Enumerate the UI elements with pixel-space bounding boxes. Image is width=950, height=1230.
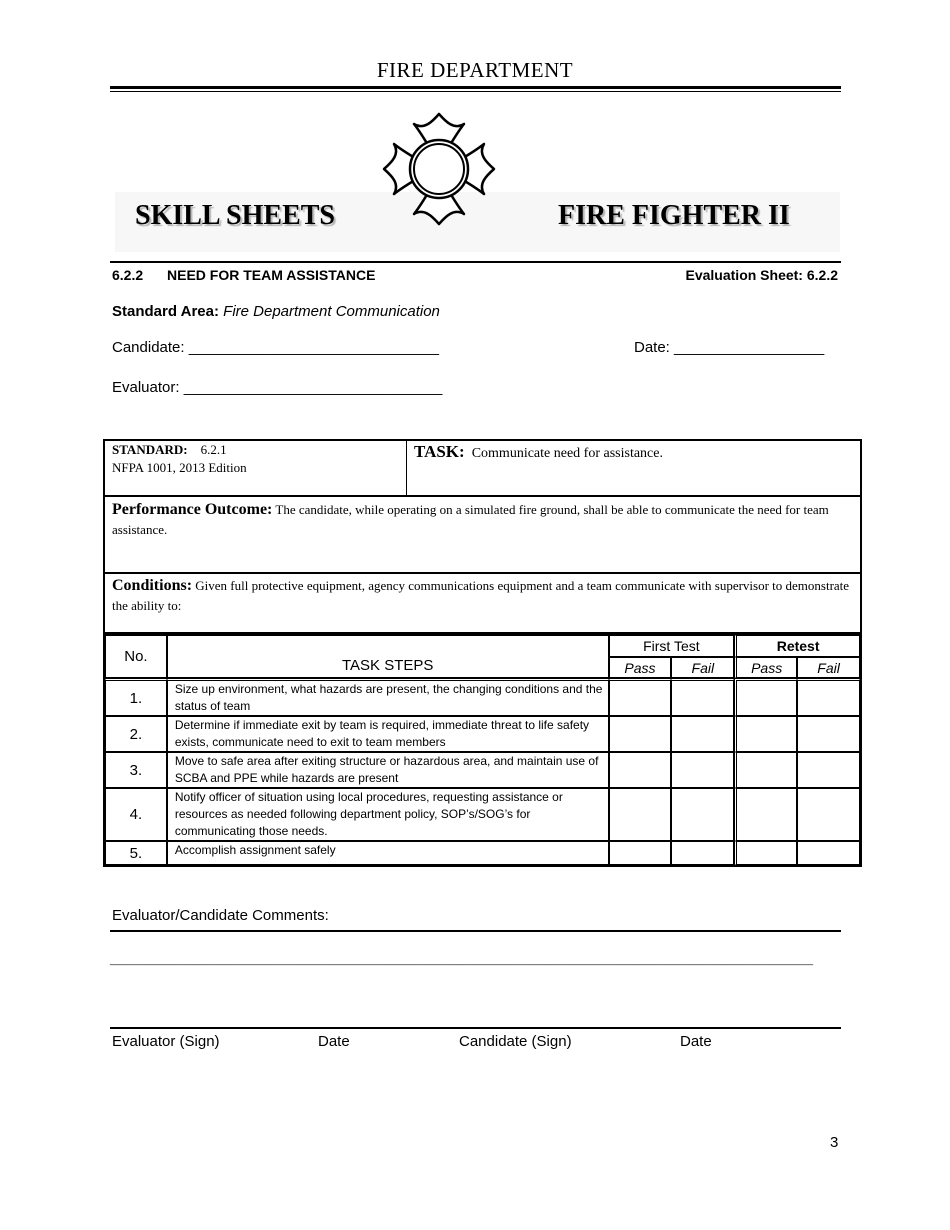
first-test-header: First Test xyxy=(609,635,735,657)
standard-task-box xyxy=(103,439,862,497)
retest-pass-cell[interactable] xyxy=(734,752,797,788)
evaluation-sheet-label: Evaluation Sheet: 6.2.2 xyxy=(685,267,838,283)
page-number: 3 xyxy=(830,1134,839,1151)
header-rule-thick xyxy=(110,86,841,89)
date-field[interactable]: Date: __________________ xyxy=(634,339,825,356)
candidate-sign-label: Candidate (Sign) xyxy=(459,1033,572,1050)
standard-number: 6.2.1 xyxy=(200,442,227,457)
signature-rule xyxy=(110,1027,841,1029)
comments-label: Evaluator/Candidate Comments: xyxy=(112,907,329,924)
first-pass-header: Pass xyxy=(609,657,672,678)
table-row xyxy=(105,716,860,752)
first-fail-cell[interactable] xyxy=(671,678,734,716)
evaluator-field[interactable]: Evaluator: _______________________________ xyxy=(112,379,443,396)
retest-pass-header: Pass xyxy=(734,657,797,678)
performance-label: Performance Outcome: xyxy=(112,501,273,518)
conditions-box xyxy=(103,572,862,634)
maltese-cross-icon xyxy=(378,108,500,230)
col-steps-header: TASK STEPS xyxy=(167,635,609,678)
performance-outcome-box xyxy=(103,495,862,574)
retest-fail-cell[interactable] xyxy=(797,752,860,788)
step-number: 3. xyxy=(105,752,167,788)
standard-area xyxy=(112,303,440,320)
standard-task-divider xyxy=(406,441,407,495)
candidate-date-label: Date xyxy=(680,1033,712,1050)
skill-sheets-title: SKILL SHEETS xyxy=(135,200,336,231)
comments-rule xyxy=(110,930,841,932)
section-title xyxy=(112,267,375,283)
standard-line xyxy=(112,442,227,458)
standard-area-label: Standard Area: xyxy=(112,303,219,320)
retest-pass-cell[interactable] xyxy=(734,678,797,716)
comments-line[interactable]: _______________________________________________________________________________ xyxy=(110,950,813,967)
step-number: 5. xyxy=(105,841,167,865)
department-title: FIRE DEPARTMENT xyxy=(376,58,574,82)
conditions-text: Given full protective equipment, agency communications equipment and a team communicate with supervisor to demonstrate the ability to: xyxy=(112,578,850,613)
table-row xyxy=(105,841,860,865)
col-no-header: No. xyxy=(105,635,167,678)
step-number: 2. xyxy=(105,716,167,752)
retest-header: Retest xyxy=(734,635,860,657)
performance-text: The candidate, while operating on a simulated fire ground, shall be able to communicate the need for team assistance. xyxy=(112,502,829,537)
step-text: Accomplish assignment safely xyxy=(167,841,609,865)
evaluator-sign-label: Evaluator (Sign) xyxy=(112,1033,220,1050)
retest-fail-header: Fail xyxy=(797,657,860,678)
evaluator-date-label: Date xyxy=(318,1033,350,1050)
candidate-field[interactable]: Candidate: ______________________________ xyxy=(112,339,439,356)
table-row xyxy=(105,752,860,788)
first-pass-cell[interactable] xyxy=(609,788,672,841)
header-rule-thin xyxy=(110,91,841,92)
standard-label: STANDARD: xyxy=(112,442,188,457)
first-pass-cell[interactable] xyxy=(609,841,672,865)
retest-pass-cell[interactable] xyxy=(734,788,797,841)
first-fail-header: Fail xyxy=(671,657,734,678)
task-line xyxy=(414,442,663,462)
first-fail-cell[interactable] xyxy=(671,716,734,752)
step-text: Notify officer of situation using local procedures, requesting assistance or resources as needed following department policy, SOP’s/SOG’s for communicating those needs. xyxy=(167,788,609,841)
table-row xyxy=(105,678,860,716)
standard-edition: NFPA 1001, 2013 Edition xyxy=(112,460,247,475)
step-text: Size up environment, what hazards are present, the changing conditions and the status of team xyxy=(167,678,609,716)
retest-fail-cell[interactable] xyxy=(797,841,860,865)
step-number: 4. xyxy=(105,788,167,841)
task-steps-table xyxy=(103,633,862,867)
first-fail-cell[interactable] xyxy=(671,788,734,841)
step-text: Move to safe area after exiting structure or hazardous area, and maintain use of SCBA and PPE while hazards are present xyxy=(167,752,609,788)
retest-fail-cell[interactable] xyxy=(797,788,860,841)
task-label: TASK: xyxy=(414,442,465,461)
first-fail-cell[interactable] xyxy=(671,841,734,865)
table-row xyxy=(105,788,860,841)
step-number: 1. xyxy=(105,678,167,716)
first-pass-cell[interactable] xyxy=(609,678,672,716)
conditions-label: Conditions: xyxy=(112,577,193,594)
retest-pass-cell[interactable] xyxy=(734,716,797,752)
retest-fail-cell[interactable] xyxy=(797,716,860,752)
first-pass-cell[interactable] xyxy=(609,752,672,788)
banner-rule xyxy=(110,261,841,263)
first-pass-cell[interactable] xyxy=(609,716,672,752)
standard-area-value: Fire Department Communication xyxy=(223,303,440,320)
fire-fighter-title: FIRE FIGHTER II xyxy=(558,200,790,231)
first-fail-cell[interactable] xyxy=(671,752,734,788)
section-number: 6.2.2 xyxy=(112,267,144,283)
retest-fail-cell[interactable] xyxy=(797,678,860,716)
retest-pass-cell[interactable] xyxy=(734,841,797,865)
section-name: NEED FOR TEAM ASSISTANCE xyxy=(167,267,376,283)
task-text: Communicate need for assistance. xyxy=(471,446,663,461)
step-text: Determine if immediate exit by team is required, immediate threat to life safety exists, communicate need to exit to team members xyxy=(167,716,609,752)
